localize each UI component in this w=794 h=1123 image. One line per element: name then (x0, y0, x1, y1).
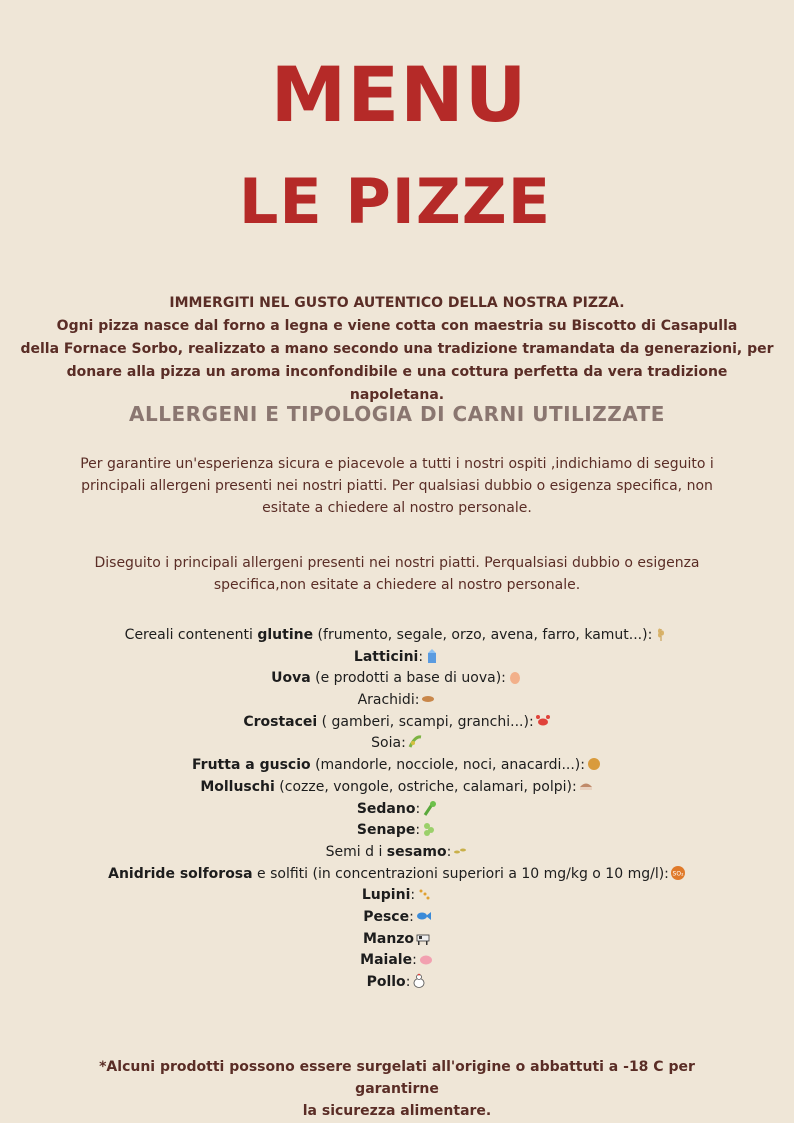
allergens-paragraph-2: Diseguito i principali allergeni presenti nei nostri piatti. Perqualsiasi dubbio o esigenza specifica,non esitate a chiedere al nostro personale. (94, 555, 700, 593)
allergen-name: Uova (271, 670, 311, 687)
allergen-item (0, 907, 794, 929)
allergens-heading: ALLERGENI E TIPOLOGIA DI CARNI UTILIZZATE (129, 402, 665, 426)
allergen-item (0, 972, 794, 994)
intro-text (20, 292, 774, 407)
svg-text:SO₂: SO₂ (672, 870, 684, 878)
allergen-name: Pesce (363, 908, 410, 925)
allergen-detail: : (415, 822, 421, 839)
allergen-detail: (cozze, vongole, ostriche, calamari, polpi): (274, 778, 577, 795)
allergen-name: Sedano (356, 800, 416, 817)
allergen-name: Latticini (353, 648, 419, 665)
allergen-name: Lupini (361, 887, 411, 904)
allergen-text: Soia: (371, 735, 406, 752)
allergen-item (0, 820, 794, 842)
intro-line: Ogni pizza nasce dal forno a legna e viene cotta con maestria su Biscotto di Casapulla (56, 318, 738, 334)
allergen-item (0, 929, 794, 951)
nut-icon (586, 756, 602, 772)
pizze-title: LE PIZZE (238, 165, 552, 238)
crab-icon (535, 713, 551, 729)
allergen-detail: (frumento, segale, orzo, avena, farro, kamut...): (313, 627, 653, 643)
allergen-name: Senape (356, 822, 416, 839)
allergen-item (0, 799, 794, 821)
egg-icon (507, 669, 523, 685)
celery-icon (421, 800, 437, 816)
allergen-item (0, 755, 794, 777)
allergen-name: Maiale (360, 952, 413, 969)
allergen-item (0, 690, 794, 712)
allergen-item (0, 842, 794, 864)
wheat-icon (653, 626, 669, 642)
allergen-item (0, 733, 794, 755)
allergen-item (0, 777, 794, 799)
allergen-detail: : (415, 800, 421, 817)
allergen-detail: : (412, 952, 417, 969)
allergen-name: Molluschi (200, 778, 275, 795)
allergen-detail: : (446, 843, 452, 860)
allergen-detail: e solfiti (in concentrazioni superiori a 10 mg/kg o 10 mg/l): (252, 865, 669, 882)
allergen-detail: : (409, 908, 414, 925)
allergen-name: Anidride solforosa (108, 865, 253, 882)
allergen-name: sesamo (386, 843, 447, 860)
menu-title: MENU (270, 50, 528, 139)
sesame-icon (452, 843, 468, 859)
allergen-item (0, 950, 794, 972)
allergen-list (0, 625, 794, 994)
allergen-detail: ( gamberi, scampi, granchi...): (317, 713, 534, 730)
allergen-item (0, 885, 794, 907)
cow-icon (415, 930, 431, 946)
allergen-text: Cereali contenenti (124, 627, 258, 643)
lupin-icon (416, 886, 432, 902)
allergen-detail: : (418, 648, 424, 665)
allergen-text: Semi d i (325, 843, 387, 860)
allergen-name: Frutta a guscio (192, 757, 311, 774)
allergen-item (0, 668, 794, 690)
allergen-detail: : (410, 887, 416, 904)
allergen-name: Manzo (362, 930, 415, 947)
allergen-item (0, 712, 794, 734)
allergen-detail: : (405, 974, 411, 990)
fish-icon (415, 908, 431, 924)
peanut-icon (420, 691, 436, 707)
allergen-text: Arachidi: (357, 692, 420, 709)
allergen-name: Pollo (366, 974, 406, 990)
footer-line: la sicurezza alimentare. (302, 1103, 492, 1119)
intro-line: IMMERGITI NEL GUSTO AUTENTICO DELLA NOSTRA PIZZA. (169, 295, 625, 311)
clam-icon (578, 778, 594, 794)
intro-line: donare alla pizza un aroma inconfondibile e una cottura perfetta da vera tradizione napoletana. (66, 364, 728, 403)
footer-line: *Alcuni prodotti possono essere surgelati all'origine o abbattuti a -18 C per garantirne (99, 1059, 695, 1097)
soy-icon (407, 734, 423, 750)
intro-line: della Fornace Sorbo, realizzato a mano secondo una tradizione tramandata da generazioni, per (20, 341, 774, 357)
sulfite-icon (670, 865, 686, 881)
mustard-icon (421, 821, 437, 837)
allergen-name: Crostacei (243, 713, 318, 730)
allergen-name: glutine (257, 627, 314, 643)
footer-note (60, 1056, 734, 1122)
milk-icon (424, 648, 440, 664)
allergen-item (0, 647, 794, 669)
chicken-icon (411, 973, 427, 989)
allergen-detail: (mandorle, nocciole, noci, anacardi...): (310, 757, 585, 774)
allergens-paragraph-1: Per garantire un'esperienza sicura e piacevole a tutti i nostri ospiti ,indichiamo di seguito i principali allergeni presenti nei nostri piatti. Per qualsiasi dubbio o esigenza specifica, non esitate a chiedere al nostro personale. (80, 456, 714, 516)
allergen-detail: (e prodotti a base di uova): (310, 670, 506, 687)
allergen-item (0, 864, 794, 886)
pig-icon (418, 951, 434, 967)
allergen-item (0, 625, 794, 647)
